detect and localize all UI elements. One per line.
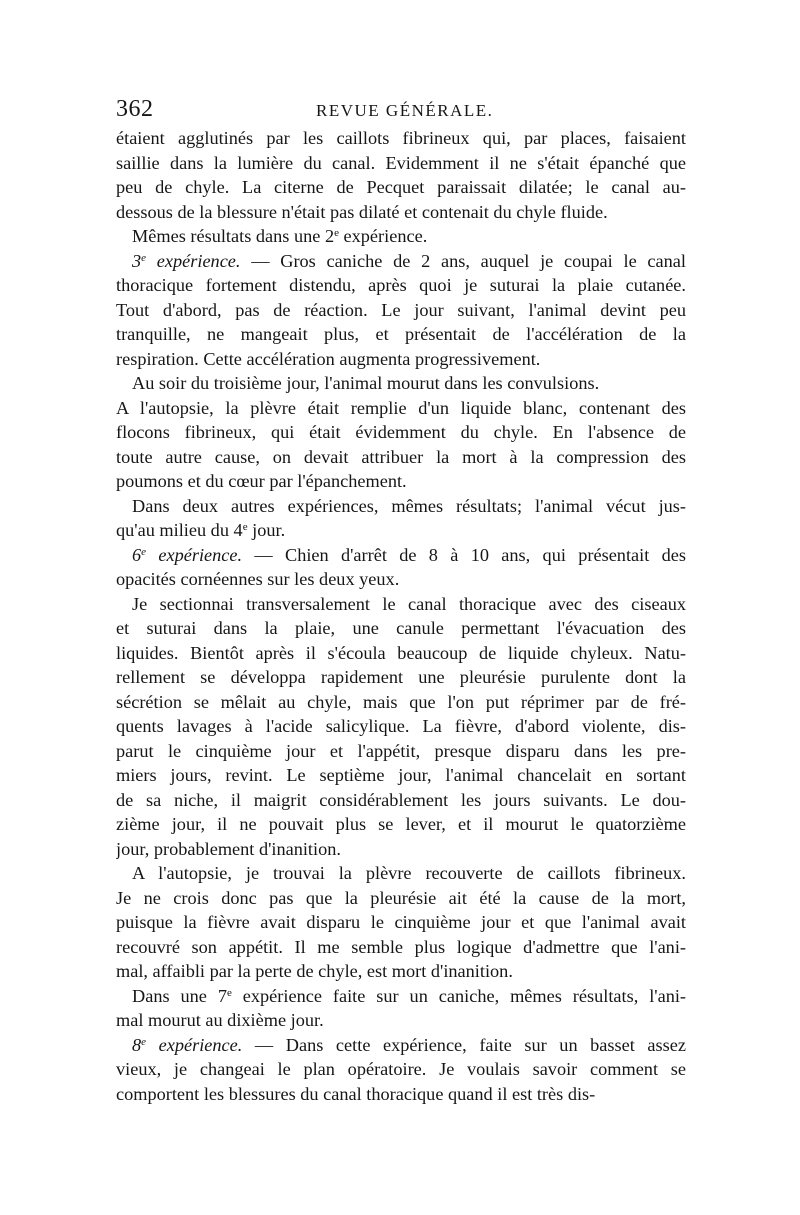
text-line: parut le cinquième jour et l'appétit, presque disparu dans les pre- [116,740,686,761]
text-line: 3e expérience. — Gros caniche de 2 ans, auquel je coupai le canal [132,250,686,271]
text-line: poumons et du cœur par l'épanchement. [116,471,407,491]
text-line: tranquille, ne mangeait plus, et présentait de l'accélération de la [116,324,686,344]
text-line: sécrétion se mêlait au chyle, mais que l'on put réprimer par de fré- [116,691,686,712]
text-line: qu'au milieu du 4e jour. [116,520,286,540]
text-line: A l'autopsie, la plèvre était remplie d'un liquide blanc, contenant des [116,397,686,418]
text-line: Je sectionnai transversalement le canal thoracique avec des ciseaux [132,593,686,614]
text-line: de sa niche, il maigrit considérablement les jours suivants. Le dou- [116,789,686,810]
text-line: 8e expérience. — Dans cette expérience, faite sur un basset assez [132,1034,686,1055]
text-line: puisque la fièvre avait disparu le cinquième jour et que l'animal avait [116,912,686,932]
text-line: thoracique fortement distendu, après quoi je suturai la plaie cutanée. [116,275,686,295]
text-line: et suturai dans la plaie, une canule permettant l'évacuation des [116,618,686,638]
text-line: vieux, je changeai le plan opératoire. Je voulais savoir comment se [116,1059,686,1079]
body-text [116,126,686,1106]
text-line: zième jour, il ne pouvait plus se lever, et il mourut le quatorzième [116,814,686,834]
text-line: jour, probablement d'inanition. [116,838,341,859]
text-line: A l'autopsie, je trouvai la plèvre recouverte de caillots fibrineux. [132,863,686,883]
text-line: mal, affaibli par la perte de chyle, est mort d'inanition. [116,961,513,981]
page-number: 362 [116,96,154,122]
text-line: Dans une 7e expérience faite sur un caniche, mêmes résultats, l'ani- [132,985,686,1006]
running-title: REVUE GÉNÉRALE. [316,101,494,120]
text-line: dessous de la blessure n'était pas dilaté et contenait du chyle fluide. [116,201,608,222]
text-line: rellement se développa rapidement une pleurésie purulente dont la [116,667,686,687]
text-line: Mêmes résultats dans une 2e expérience. [132,226,428,246]
text-line: opacités cornéennes sur les deux yeux. [116,569,400,589]
text-line: Je ne crois donc pas que la pleurésie ait été la cause de la mort, [116,887,686,908]
text-line: Tout d'abord, pas de réaction. Le jour suivant, l'animal devint peu [116,299,686,320]
text-line: miers jours, revint. Le septième jour, l'animal chancelait en sortant [116,765,686,785]
text-line: respiration. Cette accélération augmenta progressivement. [116,348,541,369]
text-line: Dans deux autres expériences, mêmes résultats; l'animal vécut jus- [132,495,686,516]
text-line: saillie dans la lumière du canal. Evidemment il ne s'était épanché que [116,152,686,173]
text-line: liquides. Bientôt après il s'écoula beaucoup de liquide chyleux. Natu- [116,642,686,663]
text-line: 6e expérience. — Chien d'arrêt de 8 à 10 ans, qui présentait des [132,544,686,565]
text-line: toute autre cause, on devait attribuer la mort à la compression des [116,446,686,467]
text-line: flocons fibrineux, qui était évidemment du chyle. En l'absence de [116,422,686,442]
text-line: comportent les blessures du canal thoracique quand il est très dis- [116,1083,596,1104]
text-line: mal mourut au dixième jour. [116,1010,324,1030]
text-line: recouvré son appétit. Il me semble plus logique d'admettre que l'ani- [116,936,686,957]
text-line: étaient agglutinés par les caillots fibrineux qui, par places, faisaient [116,128,686,148]
text-line: quents lavages à l'acide salicylique. La fièvre, d'abord violente, dis- [116,716,686,736]
text-line: peu de chyle. La citerne de Pecquet paraissait dilatée; le canal au- [116,177,686,197]
page-header [116,96,686,126]
text-line: Au soir du troisième jour, l'animal mourut dans les convulsions. [132,373,600,393]
